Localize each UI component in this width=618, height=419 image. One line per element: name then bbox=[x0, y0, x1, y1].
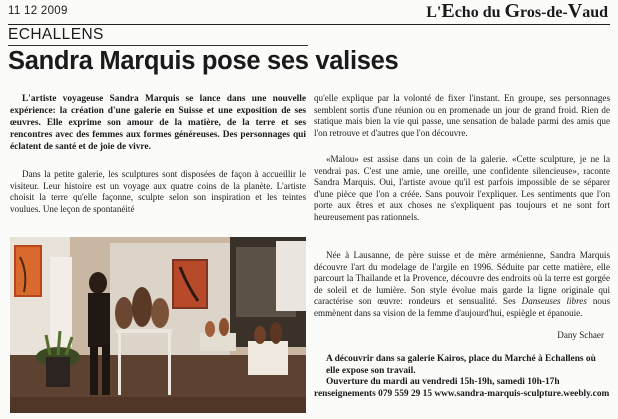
section-label: ECHALLENS bbox=[8, 26, 104, 43]
article-paragraph-2: qu'elle explique par la volonté de fixer l'instant. En groupe, ses personnages semblent sortis d'une réunion ou en promenade un jour de grand froid. Rien de statique mais bien la vie qui passe, une sensation de balade parmi des amis que l'on retrouve et d'autres que l'on découvre. bbox=[314, 93, 610, 138]
newspaper-masthead: L'Echo du Gros-de-Vaud bbox=[426, 0, 608, 22]
gallery-info-hours: Ouverture du mardi au vendredi 15h-19h, samedi 10h-17h bbox=[326, 377, 560, 388]
gallery-info-contact: renseignements 079 559 29 15 www.sandra-marquis-sculpture.weebly.com bbox=[314, 388, 610, 399]
gallery-info bbox=[314, 354, 610, 400]
article-lead: L'artiste voyageuse Sandra Marquis se lance dans une nouvelle expérience: la création d'une galerie en Suisse et une exposition de ses œuvres. Elle exprime son amour de la matière, de la terre et ses rencontres avec des femmes aux formes généreuses. Des personnages qui éclatent de santé et de joie de vivre. bbox=[10, 94, 306, 152]
artwork-title: Danseuses libres bbox=[521, 296, 587, 307]
header-rule bbox=[8, 24, 610, 25]
section-rule bbox=[8, 45, 308, 46]
article-author: Dany Schaer bbox=[557, 330, 604, 340]
issue-date: 11 12 2009 bbox=[8, 5, 68, 17]
gallery-photo bbox=[10, 237, 306, 413]
article-paragraph-4: Née à Lausanne, de père suisse et de mère arménienne, Sandra Marquis découvre l'art du modelage de l'argile en 1996. Séduite par cette matière, elle parcourt la Thaïlande et la Provence, découvre des endroits où la terre est gorgée de soleil et de lumière. Son style évolue mais garde la ligne originale qui caractérise son œuvre: rondeurs et sensualité. Ses Danseuses libres nous emmènent dans sa vision de la femme d'aujourd'hui, espiègle et épanouie. bbox=[314, 250, 610, 318]
article-headline: Sandra Marquis pose ses valises bbox=[8, 47, 399, 75]
gallery-info-location: A découvrir dans sa galerie Kairos, place du Marché à Echallens où elle expose son travail. bbox=[326, 354, 596, 376]
article-paragraph-1: Dans la petite galerie, les sculptures sont disposées de façon à accueillir le visiteur. Leur histoire est un voyage aux quatre coins de la planète. L'artiste choisit la terre qu'elle façonne, sculpte selon son inspiration et les teintes voulues. Une leçon de spontanéité bbox=[10, 169, 306, 214]
article-paragraph-3: «Malou» est assise dans un coin de la galerie. «Cette sculpture, je ne la vendrai pas. C'est une amie, une oreille, une confidente silencieuse», raconte Sandra Marquis. Oui, l'artiste avoue qu'il est parfois impossible de se séparer d'une pièce que l'on a créée. Sans pouvoir l'expliquer. Les sentiments que l'on porte aux êtres et aux choses ne s'expliquent pas toujours et ne sont fort heureusement pas rationnels. bbox=[314, 154, 610, 222]
